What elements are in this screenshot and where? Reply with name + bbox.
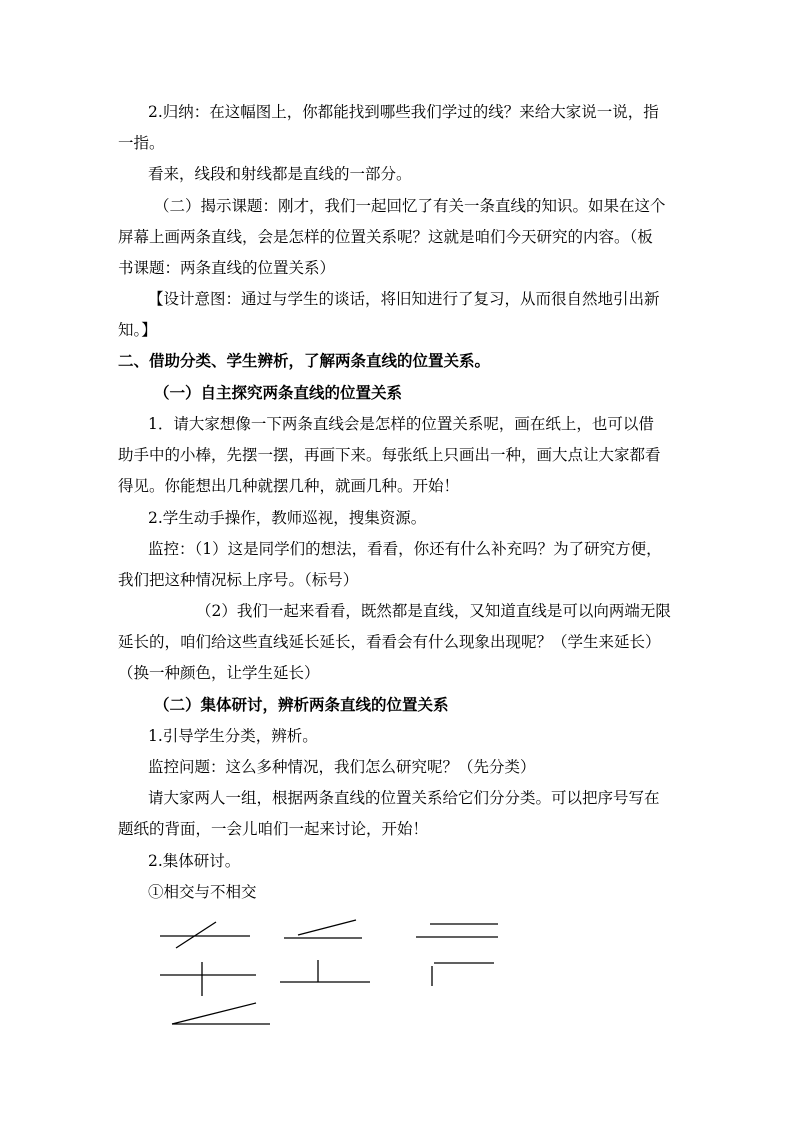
subsection-heading: （二）集体研讨，辨析两条直线的位置关系 bbox=[154, 695, 449, 714]
paragraph-line: 屏幕上画两条直线，会是怎样的位置关系呢？这就是咱们今天研究的内容。（板 bbox=[118, 228, 653, 246]
paragraph-line: 助手中的小棒，先摆一摆，再画下来。每张纸上只画出一种，画大点让大家都看 bbox=[118, 446, 661, 464]
figure-acute-angle bbox=[172, 1003, 270, 1024]
paragraph-line: 监控问题：这么多种情况，我们怎么研究呢？（先分类） bbox=[148, 758, 536, 776]
figure-parallel-lines bbox=[416, 924, 498, 937]
paragraph-line: 延长的，咱们给这些直线延长延长，看看会有什么现象出现呢？（学生来延长） bbox=[118, 633, 661, 651]
paragraph-line: 1.引导学生分类，辨析。 bbox=[148, 727, 318, 745]
paragraph-line: 请大家两人一组，根据两条直线的位置关系给它们分分类。可以把序号写在 bbox=[148, 789, 660, 807]
figure-corner-lines bbox=[432, 963, 494, 986]
paragraph-line: 得见。你能想出几种就摆几种，就画几种。开始！ bbox=[118, 477, 460, 495]
figure-t-shape bbox=[280, 960, 370, 982]
figure-crossing-lines bbox=[160, 922, 250, 948]
paragraph-line: 2.归纳：在这幅图上，你都能找到哪些我们学过的线？来给大家说一说，指 bbox=[148, 103, 659, 121]
paragraph-line: 监控：（1）这是同学们的想法，看看，你还有什么补充吗？为了研究方便， bbox=[148, 540, 662, 558]
paragraph-line: 看来，线段和射线都是直线的一部分。 bbox=[148, 165, 412, 183]
paragraph-line: 1．请大家想像一下两条直线会是怎样的位置关系呢，画在纸上，也可以借 bbox=[148, 415, 654, 433]
paragraph-line: 题纸的背面，一会儿咱们一起来讨论，开始！ bbox=[118, 820, 429, 838]
section-heading: 二、借助分类、学生辨析，了解两条直线的位置关系。 bbox=[118, 351, 491, 370]
figure-perpendicular-cross bbox=[160, 962, 256, 996]
figure-meeting-lines bbox=[284, 920, 362, 938]
paragraph-line: 2.学生动手操作，教师巡视，搜集资源。 bbox=[148, 509, 427, 527]
paragraph-line: 书课题：两条直线的位置关系） bbox=[118, 259, 336, 277]
paragraph-line: （二）揭示课题：刚才，我们一起回忆了有关一条直线的知识。如果在这个 bbox=[154, 197, 666, 215]
design-intent-line: 【设计意图：通过与学生的谈话，将旧知进行了复习，从而很自然地引出新 bbox=[148, 290, 660, 308]
paragraph-line: ①相交与不相交 bbox=[148, 883, 257, 901]
subsection-heading: （一）自主探究两条直线的位置关系 bbox=[154, 383, 403, 402]
design-intent-line: 知。】 bbox=[118, 321, 157, 339]
paragraph-line: （换一种颜色，让学生延长） bbox=[118, 664, 320, 682]
paragraph-line: 一指。 bbox=[118, 134, 165, 152]
paragraph-line: （2）我们一起来看看，既然都是直线，又知道直线是可以向两端无限 bbox=[196, 602, 671, 620]
paragraph-line: 2.集体研讨。 bbox=[148, 852, 241, 870]
paragraph-line: 我们把这种情况标上序号。（标号） bbox=[118, 571, 359, 589]
